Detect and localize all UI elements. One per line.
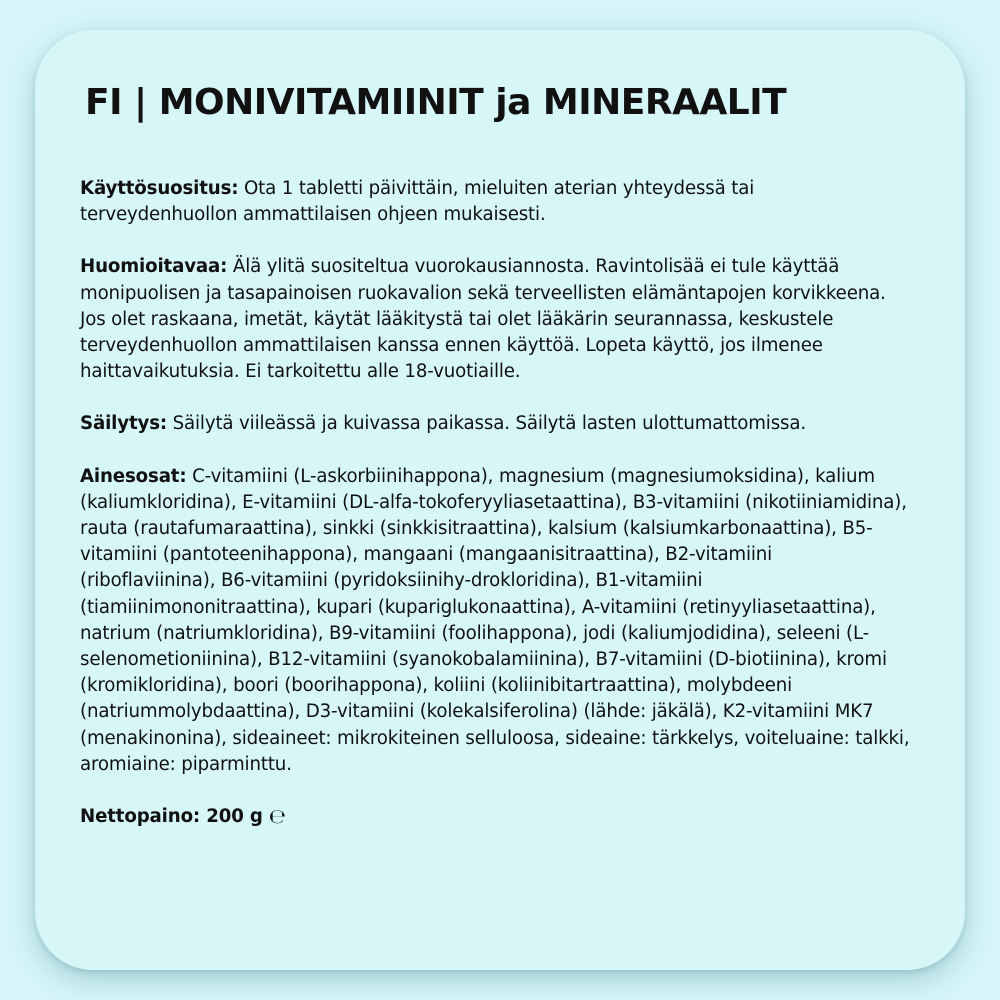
product-info-card	[35, 30, 965, 970]
storage-paragraph	[80, 411, 910, 437]
estimated-sign-icon: ℮	[268, 804, 286, 829]
storage-text: Säilytä viileässä ja kuivassa paikassa. Säilytä lasten ulottumattomissa.	[167, 413, 806, 435]
notice-label: Huomioitavaa:	[80, 256, 228, 278]
notice-paragraph	[80, 254, 910, 385]
notice-text: Älä ylitä suositeltua vuorokausiannosta. Ravintolisää ei tule käyttää monipuolisen ja tasapainoisen ruokavalion sekä terveellisten elämäntapojen korvikkeena. Jos olet raskaana, imetät, käytät lääkitystä tai olet lääkärin seurannassa, keskustele terveydenhuollon ammattilaisen kanssa ennen käyttöä. Lopeta käyttö, jos ilmenee haittavaikutuksia. Ei tarkoitettu alle 18-vuotiaille.	[80, 256, 886, 383]
usage-text: Ota 1 tabletti päivittäin, mieluiten aterian yhteydessä tai terveydenhuollon ammattilaisen ohjeen mukaisesti.	[80, 178, 755, 226]
usage-label: Käyttösuositus:	[80, 178, 239, 199]
usage-paragraph	[80, 176, 910, 228]
ingredients-label: Ainesosat:	[80, 465, 187, 487]
net-weight-label: Nettopaino: 200 g	[80, 806, 263, 828]
net-weight-paragraph	[80, 804, 910, 830]
label-text-body	[80, 176, 910, 856]
ingredients-paragraph	[80, 464, 910, 778]
page-title: FI | MONIVITAMIINIT ja MINERAALIT	[85, 82, 787, 123]
storage-label: Säilytys:	[80, 413, 167, 435]
ingredients-text: C-vitamiini (L-askorbiinihappona), magnesium (magnesiumoksidina), kalium (kaliumkloridina), E-vitamiini (DL-alfa-tokoferyyliasetaattina), B3-vitamiini (nikotiiniamidina), rauta (rautafumaraattina), sinkki (sinkkisitraattina), kalsium (kalsiumkarbonaattina), B5-vitamiini (pantoteenihappona), mangaani (mangaanisitraattina), B2-vitamiini (riboflaviinina), B6-vitamiini (pyridoksiinihy-drokloridina), B1-vitamiini (tiamiinimononitraattina), kupari (kupariglukonaattina), A-vitamiini (retinyyliasetaattina), natrium (natriumkloridina), B9-vitamiini (foolihappona), jodi (kaliumjodidina), seleeni (L-selenometioniinina), B12-vitamiini (syanokobalamiinina), B7-vitamiini (D-biotiinina), kromi (kromikloridina), boori (boorihappona), koliini (koliinibitartraattina), molybdeeni (natriummolybdaattina), D3-vitamiini (kolekalsiferolina) (lähde: jäkälä), K2-vitamiini MK7 (menakinonina), sideaineet: mikrokiteinen selluloosa, sideaine: tärkkelys, voiteluaine: talkki, aromiaine: piparminttu.	[80, 465, 910, 775]
